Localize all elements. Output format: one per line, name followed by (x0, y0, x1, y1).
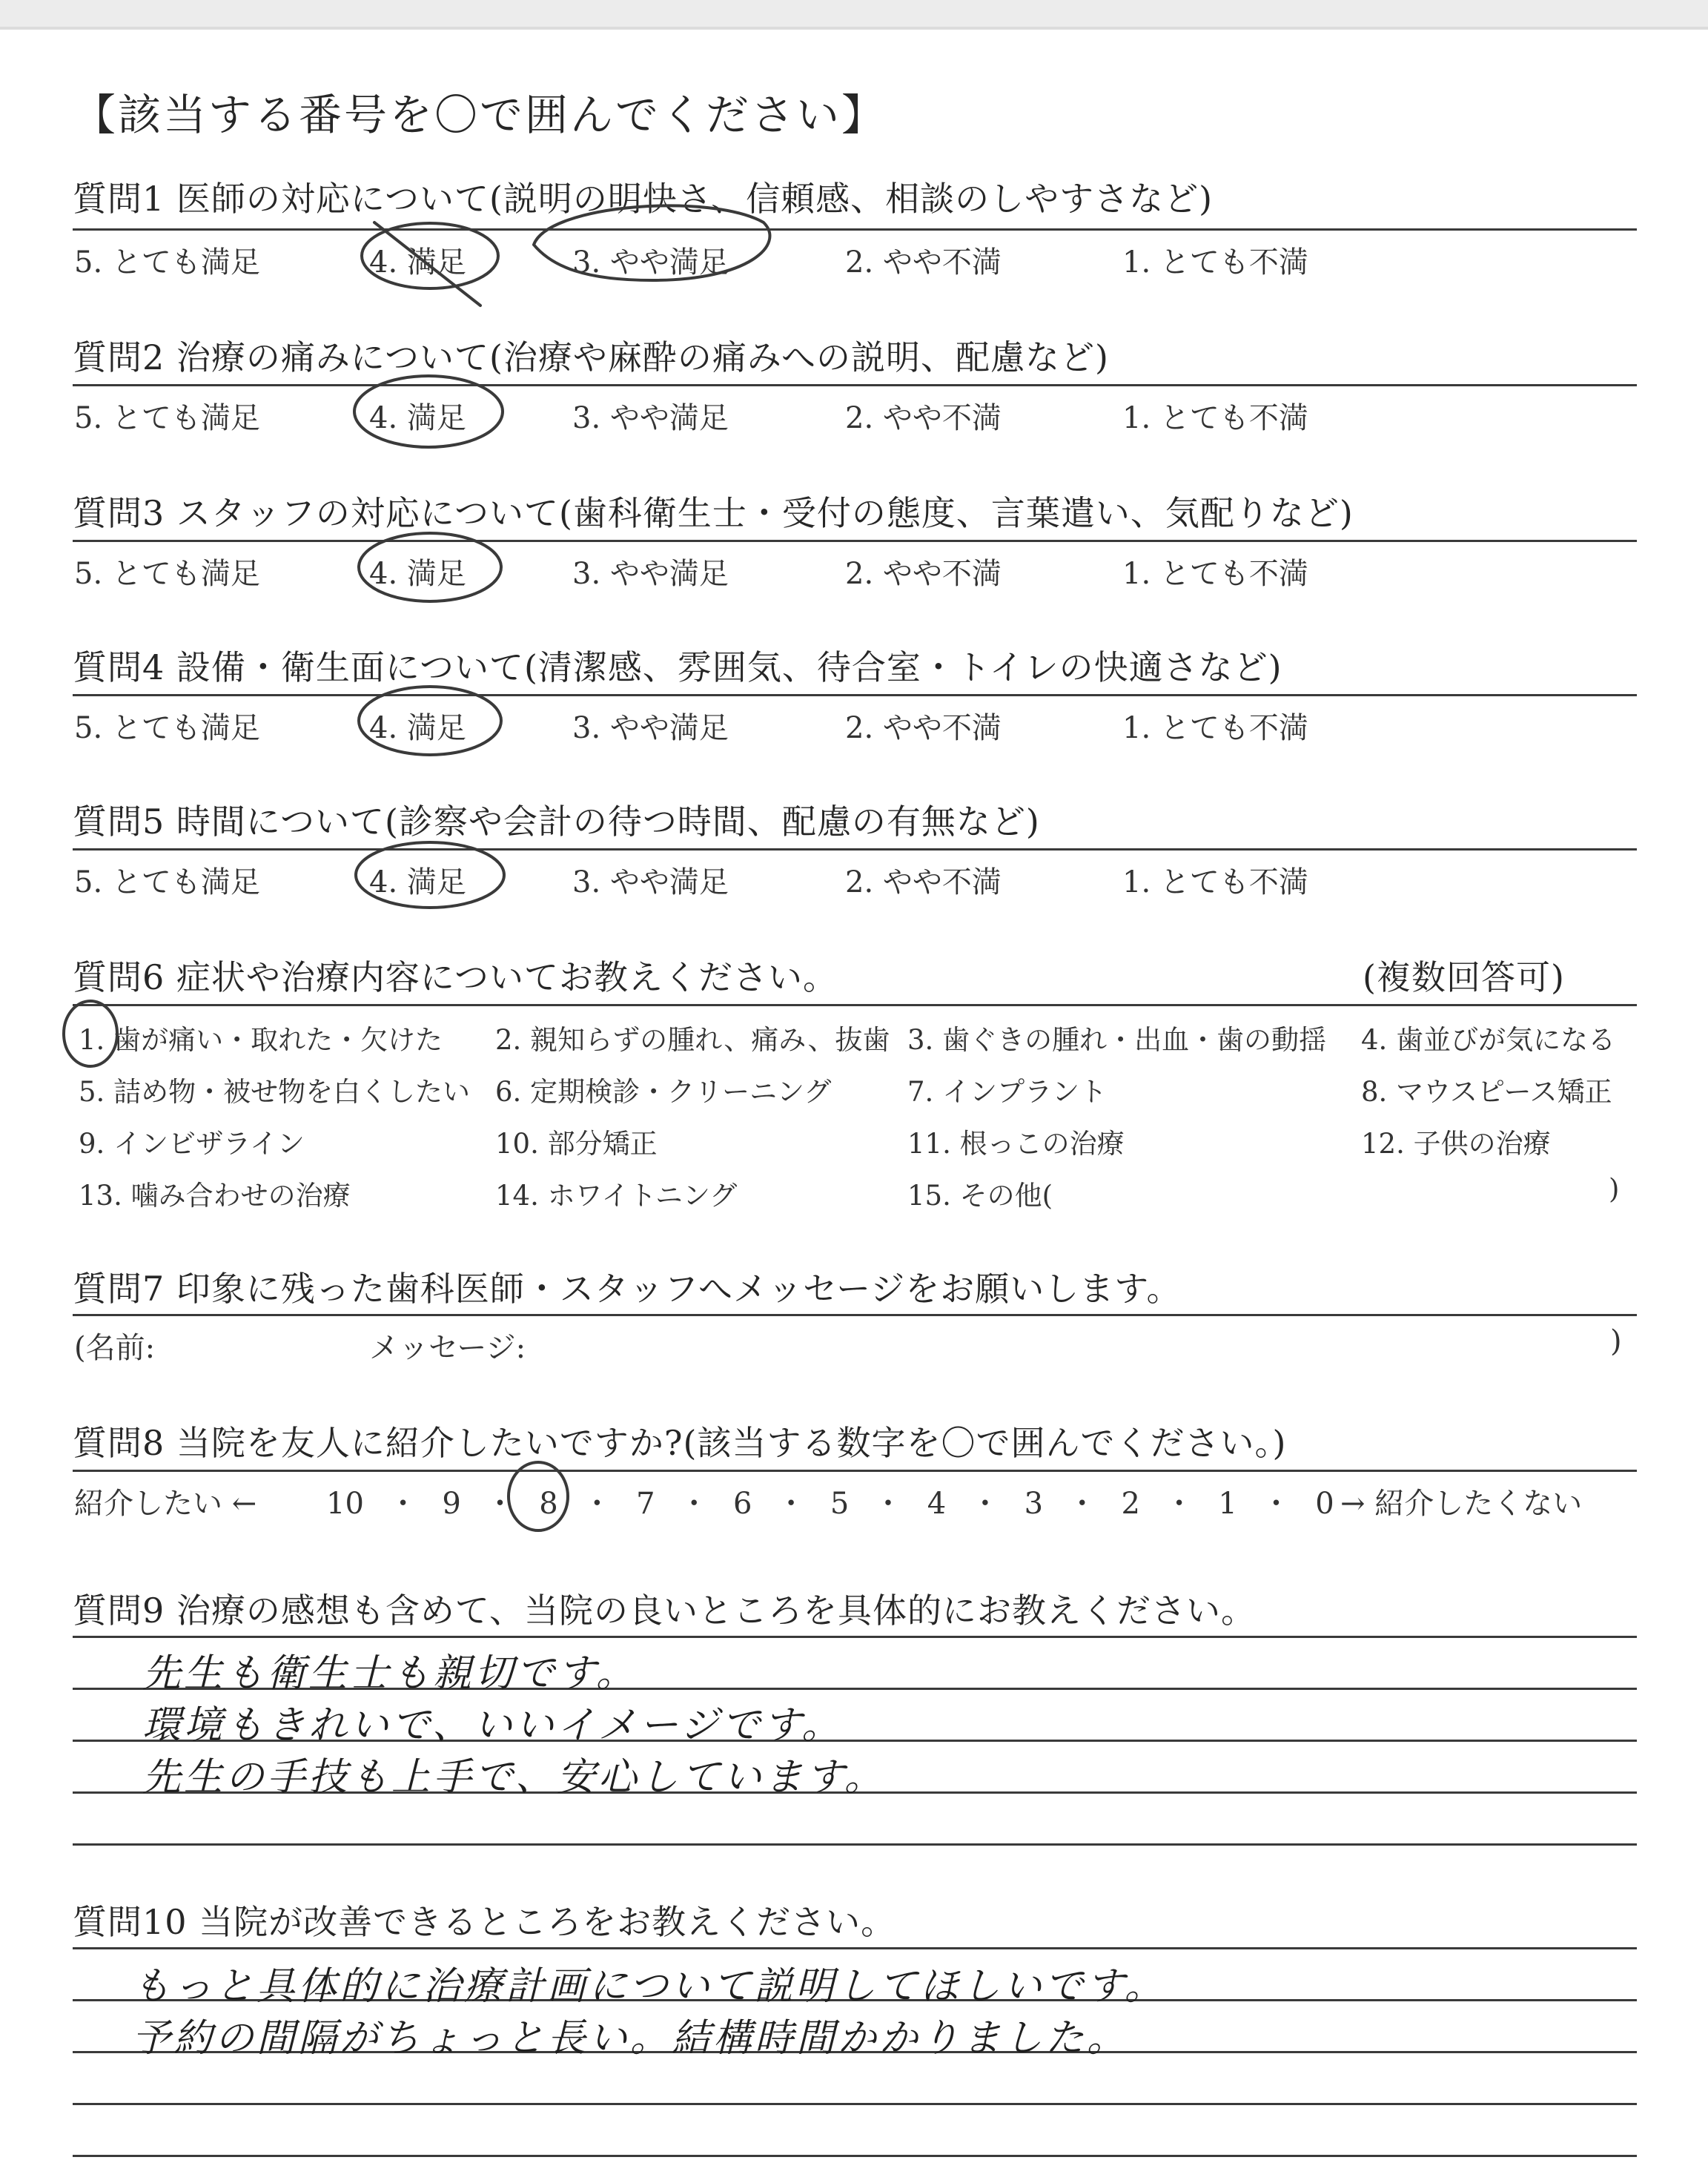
q1-rating-1[interactable]: 1. とても不満 (1122, 245, 1308, 280)
q6-option-7[interactable]: 7. インプラント (907, 1076, 1108, 1108)
q6-option-4[interactable]: 4. 歯並びが気になる (1361, 1024, 1616, 1056)
q3-title: 質問3 スタッフの対応について(歯科衛生士・受付の態度、言葉遣い、気配りなど) (73, 493, 1354, 533)
q4-rule (73, 694, 1637, 696)
q6-option-9[interactable]: 9. インビザライン (79, 1128, 305, 1160)
q7-close: ) (1610, 1324, 1622, 1358)
q2-rating-3[interactable]: 3. やや満足 (572, 401, 729, 435)
q6-option-15[interactable]: 15. その他( (907, 1180, 1053, 1212)
q9-title: 質問9 治療の感想も含めて、当院の良いところを具体的にお教えください。 (73, 1591, 1256, 1631)
q1-title: 質問1 医師の対応について(説明の明快さ、信頼感、相談のしやすさなど) (73, 179, 1214, 219)
q5-rating-2[interactable]: 2. やや不満 (845, 865, 1002, 899)
q6-title: 質問6 症状や治療内容についてお教えください。 (73, 957, 838, 997)
q7-message-label: メッセージ: (369, 1331, 526, 1365)
q6-option-3[interactable]: 3. 歯ぐきの腫れ・出血・歯の動揺 (907, 1024, 1327, 1056)
q8-right-label: → 紹介したくない (1340, 1487, 1583, 1521)
q4-rating-5[interactable]: 5. とても満足 (74, 711, 260, 745)
q9-rule-1 (73, 1636, 1637, 1638)
q2-rating-4[interactable]: 4. 満足 (369, 401, 466, 435)
q4-rating-2[interactable]: 2. やや不満 (845, 711, 1002, 745)
q8-left-label: 紹介したい ← (74, 1487, 257, 1521)
q6-option-14[interactable]: 14. ホワイトニング (495, 1180, 738, 1212)
q9-answer-2: 環境もきれいで、いいイメージです。 (142, 1703, 844, 1748)
q6-option-13[interactable]: 13. 噛み合わせの治療 (79, 1180, 351, 1212)
q1-rating-4[interactable]: 4. 満足 (369, 245, 466, 280)
q10-rule-1 (73, 1947, 1637, 1949)
q10-rule-5 (73, 2155, 1637, 2157)
q9-answer-1: 先生も衛生士も親切です。 (142, 1651, 638, 1696)
q6-option-12[interactable]: 12. 子供の治療 (1361, 1128, 1551, 1160)
q6-option-5[interactable]: 5. 詰め物・被せ物を白くしたい (79, 1076, 471, 1108)
q2-rating-2[interactable]: 2. やや不満 (845, 401, 1002, 435)
q2-rating-5[interactable]: 5. とても満足 (74, 401, 260, 435)
q2-title: 質問2 治療の痛みについて(治療や麻酔の痛みへの説明、配慮など) (73, 337, 1109, 377)
q5-rule (73, 848, 1637, 851)
q10-title: 質問10 当院が改善できるところをお教えください。 (73, 1902, 896, 1942)
q6-rule (73, 1004, 1637, 1006)
q2-rule (73, 384, 1637, 386)
q5-title: 質問5 時間について(診察や会計の待つ時間、配慮の有無など) (73, 802, 1040, 842)
q7-title: 質問7 印象に残った歯科医師・スタッフへメッセージをお願いします。 (73, 1269, 1182, 1309)
q5-rating-1[interactable]: 1. とても不満 (1122, 865, 1308, 899)
q3-rule (73, 540, 1637, 542)
q10-answer-2: 予約の間隔がちょっと長い。結構時間かかりました。 (132, 2016, 1129, 2061)
q5-rating-5[interactable]: 5. とても満足 (74, 865, 260, 899)
q6-option-2[interactable]: 2. 親知らずの腫れ、痛み、抜歯 (495, 1024, 890, 1056)
q10-rule-4 (73, 2103, 1637, 2105)
q6-note: (複数回答可) (1363, 957, 1565, 997)
q2-rating-1[interactable]: 1. とても不満 (1122, 401, 1308, 435)
q5-rating-3[interactable]: 3. やや満足 (572, 865, 729, 899)
q6-option-15-close: ) (1609, 1173, 1620, 1205)
q1-rating-2[interactable]: 2. やや不満 (845, 245, 1002, 280)
q6-option-1[interactable]: 1. 歯が痛い・取れた・欠けた (79, 1024, 443, 1056)
q6-option-10[interactable]: 10. 部分矯正 (495, 1128, 658, 1160)
q4-rating-4[interactable]: 4. 満足 (369, 711, 466, 745)
q9-rule-5 (73, 1843, 1637, 1846)
q4-rating-1[interactable]: 1. とても不満 (1122, 711, 1308, 745)
q3-rating-2[interactable]: 2. やや不満 (845, 557, 1002, 591)
q3-rating-1[interactable]: 1. とても不満 (1122, 557, 1308, 591)
q3-rating-4[interactable]: 4. 満足 (369, 557, 466, 591)
q9-answer-3: 先生の手技も上手で、安心しています。 (142, 1755, 886, 1800)
page-heading: 【該当する番号を〇で囲んでください】 (73, 90, 887, 140)
q8-scale[interactable]: 10 ・ 9 ・ 8 ・ 7 ・ 6 ・ 5 ・ 4 ・ 3 ・ 2 ・ 1 ・ 0 (326, 1487, 1334, 1521)
q6-option-6[interactable]: 6. 定期検診・クリーニング (495, 1076, 832, 1108)
q5-rating-4[interactable]: 4. 満足 (369, 865, 466, 899)
scan-top-edge (0, 0, 1708, 30)
q7-name-label: (名前: (74, 1331, 156, 1365)
q8-title: 質問8 当院を友人に紹介したいですか?(該当する数字を〇で囲んでください。) (73, 1423, 1287, 1463)
q3-rating-5[interactable]: 5. とても満足 (74, 557, 260, 591)
q10-answer-1: もっと具体的に治療計画について説明してほしいです。 (132, 1964, 1166, 2009)
q7-rule (73, 1314, 1637, 1316)
q1-rating-3[interactable]: 3. やや満足 (572, 245, 729, 280)
q1-rule (73, 228, 1637, 231)
q3-rating-3[interactable]: 3. やや満足 (572, 557, 729, 591)
q4-rating-3[interactable]: 3. やや満足 (572, 711, 729, 745)
q6-option-11[interactable]: 11. 根っこの治療 (907, 1128, 1125, 1160)
q6-option-8[interactable]: 8. マウスピース矯正 (1361, 1076, 1612, 1108)
q8-rule (73, 1470, 1637, 1472)
q1-rating-5[interactable]: 5. とても満足 (74, 245, 260, 280)
q4-title: 質問4 設備・衛生面について(清潔感、雰囲気、待合室・トイレの快適さなど) (73, 647, 1282, 687)
